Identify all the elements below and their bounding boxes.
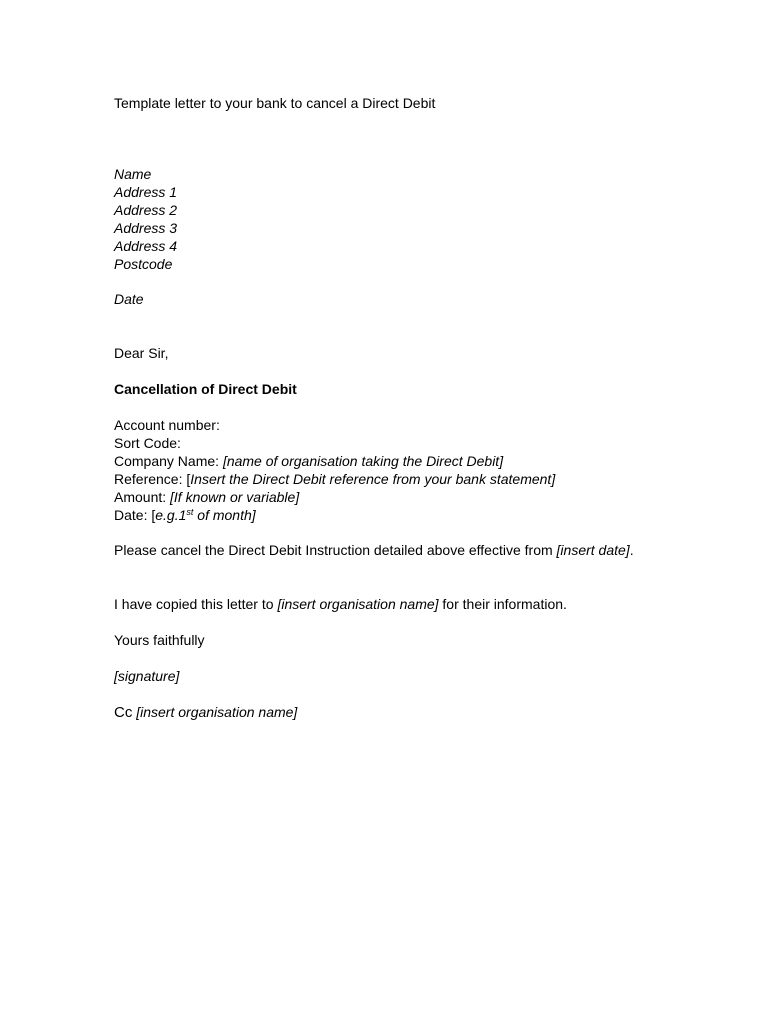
payment-date-placeholder [155, 507, 255, 523]
document-title: Template letter to your bank to cancel a Direct Debit [114, 95, 436, 111]
cc-line [114, 703, 654, 721]
body-paragraph-2-text [114, 595, 654, 613]
subject-block [114, 380, 654, 398]
sender-address-line-4: Address 4 [114, 238, 178, 254]
company-name-placeholder: [name of organisation taking the Direct Debit] [222, 453, 504, 469]
payment-date-prefix: e.g.1 [155, 507, 187, 523]
salutation-block [114, 344, 654, 362]
sender-postcode: Postcode [114, 256, 173, 272]
letter-date: Date [114, 291, 144, 307]
subject: Cancellation of Direct Debit [114, 381, 297, 397]
body-paragraph-2 [114, 595, 654, 613]
cc-label: Cc [114, 704, 133, 721]
sender-address-line-1: Address 1 [114, 184, 178, 200]
body-paragraph-1-end: . [629, 542, 634, 558]
sender-address-line-2: Address 2 [114, 202, 178, 218]
cc-block [114, 703, 654, 721]
payment-date-line [114, 506, 654, 524]
sender-name: Name [114, 166, 152, 182]
body-paragraph-1-text [114, 541, 644, 559]
company-name-label: Company Name: [114, 453, 223, 469]
body-paragraph-2-end: for their information. [438, 596, 567, 612]
sender-address-line-3: Address 3 [114, 220, 178, 236]
reference-line [114, 470, 654, 488]
closing: Yours faithfully [114, 632, 205, 648]
company-name-line [114, 452, 654, 470]
signature-block [114, 667, 654, 685]
payment-date-superscript: st [186, 507, 194, 517]
payment-date-suffix: of month] [193, 507, 256, 523]
payment-date-label: Date: [ [114, 507, 156, 523]
document-title-block [114, 94, 654, 112]
signature-placeholder: [signature] [114, 668, 180, 684]
body-paragraph-1 [114, 541, 654, 559]
sort-code-label: Sort Code: [114, 435, 181, 451]
reference-label: Reference: [ [114, 471, 191, 487]
copied-organisation-placeholder: [insert organisation name] [277, 596, 439, 612]
direct-debit-details [114, 416, 654, 524]
effective-date-placeholder: [insert date] [556, 542, 630, 558]
sender-address [114, 165, 654, 273]
amount-label: Amount: [114, 489, 171, 505]
letter-date-block [114, 290, 654, 308]
amount-placeholder: [If known or variable] [170, 489, 300, 505]
salutation: Dear Sir, [114, 345, 169, 361]
body-paragraph-1-main: Please cancel the Direct Debit Instruction detailed above effective from [114, 542, 557, 558]
body-paragraph-2-main: I have copied this letter to [114, 596, 278, 612]
account-number-label: Account number: [114, 417, 220, 433]
amount-line [114, 488, 654, 506]
cc-organisation-placeholder: [insert organisation name] [132, 704, 298, 720]
reference-placeholder: Insert the Direct Debit reference from your bank statement] [190, 471, 556, 487]
closing-block [114, 631, 654, 649]
